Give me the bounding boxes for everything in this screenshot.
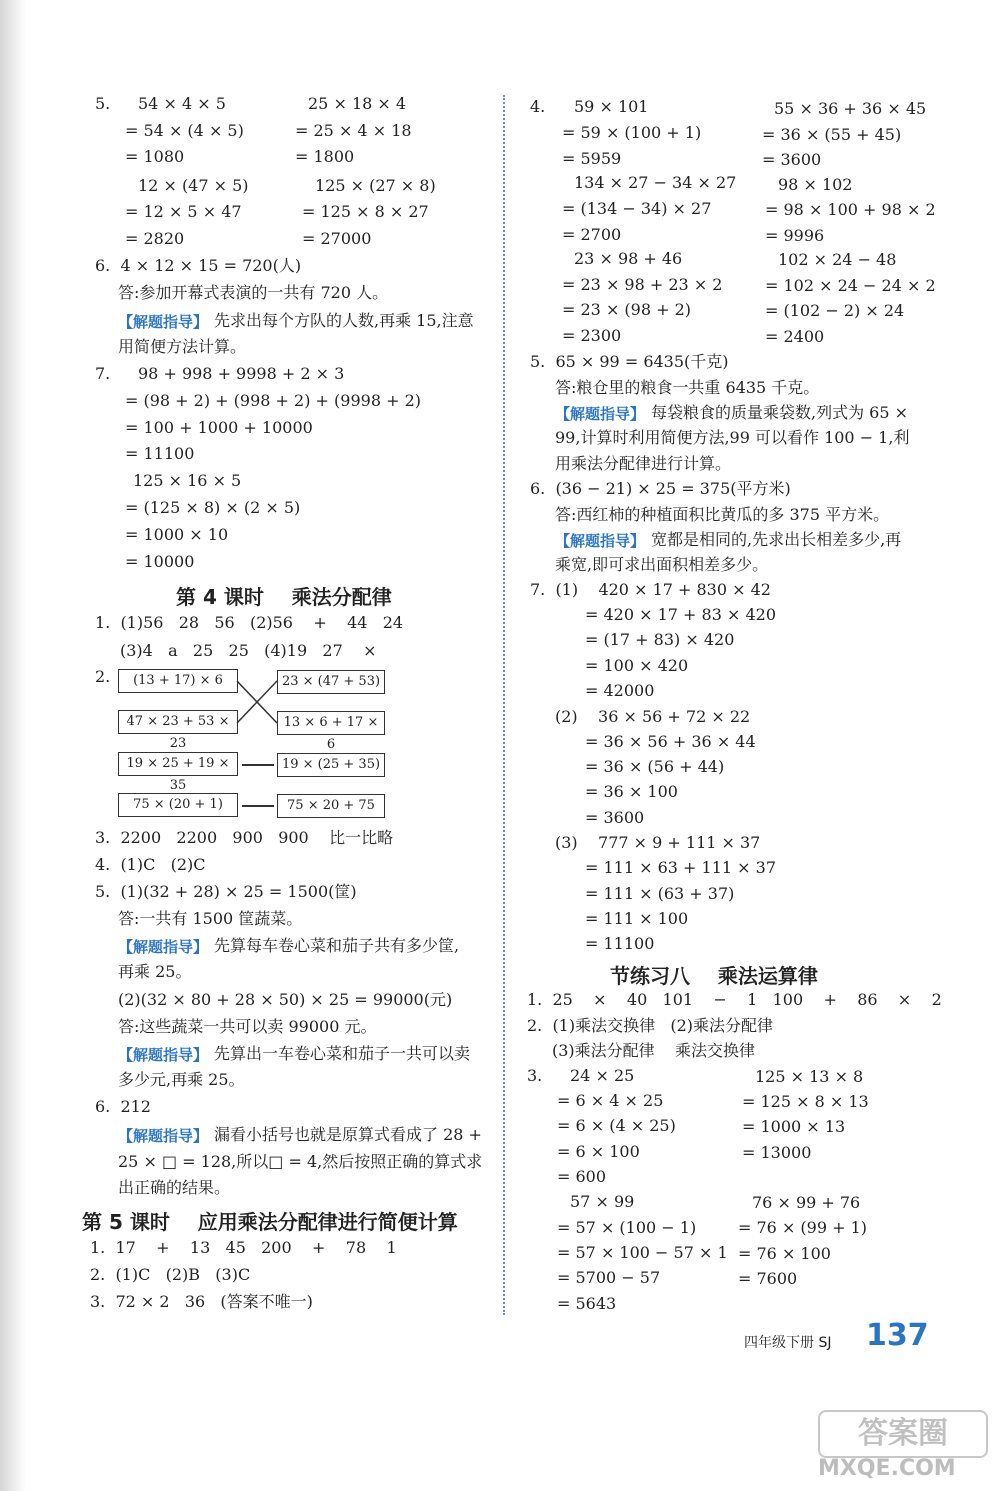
q7-step-b2: = 1000 × 10 — [125, 525, 229, 544]
r-q4-step-a1: = 59 × (100 + 1) — [562, 123, 702, 142]
solution-tip-tag: 【解题指导】 — [555, 532, 646, 550]
q5-step-d1: = 125 × 8 × 27 — [302, 202, 429, 221]
lesson4-q2-number: 2. — [95, 667, 111, 686]
q5-expr-a: 54 × 4 × 5 — [138, 94, 226, 113]
r-q6-tip-line2: 乘宽,即可求出面积相差多少。 — [555, 555, 769, 574]
q6-answer: 答:参加开幕式表演的一共有 720 人。 — [118, 283, 389, 302]
r-q4-step-a2: = 5959 — [562, 149, 622, 168]
r-q4-expr-c: 134 × 27 − 34 × 27 — [574, 173, 737, 192]
match-line-3 — [242, 764, 274, 766]
lesson4-q5-answer2: 答:这些蔬菜一共可以卖 99000 元。 — [118, 1017, 377, 1036]
r-q4-expr-b: 55 × 36 + 36 × 45 — [774, 99, 927, 118]
exercise8-q3-step-b1: = 125 × 8 × 13 — [742, 1092, 869, 1111]
lesson4-q5-tip2-line1: 先算出一车卷心菜和茄子一共可以卖 — [214, 1044, 471, 1063]
q6-tip-line2: 用简便方法计算。 — [118, 337, 247, 356]
lesson4-q5-part1: 5. (1)(32 + 28) × 25 = 1500(筐) — [95, 882, 357, 901]
q7-step-b1: = (125 × 8) × (2 × 5) — [125, 498, 301, 517]
q7-step-b3: = 10000 — [125, 552, 195, 571]
solution-tip-tag: 【解题指导】 — [118, 1046, 209, 1064]
r-q7-part1-step3: = 100 × 420 — [585, 656, 689, 675]
solution-tip-tag: 【解题指导】 — [118, 938, 209, 956]
watermark-logo: 答案圈 — [818, 1410, 988, 1458]
page-edge-shadow — [0, 0, 26, 1491]
q5-expr-b: 25 × 18 × 4 — [308, 94, 407, 113]
lesson4-q1-line2: (3)4 a 25 25 (4)19 27 × — [120, 641, 377, 660]
solution-tip-tag: 【解题指导】 — [118, 313, 209, 331]
exercise8-q1: 1. 25 × 40 101 − 1 100 + 86 × 2 — [527, 990, 942, 1009]
r-q7-part3-step2: = 111 × (63 + 37) — [585, 884, 735, 903]
r-q4-expr-f: 102 × 24 − 48 — [778, 250, 897, 269]
q5-expr-d: 125 × (27 × 8) — [315, 176, 436, 195]
q5-expr-c: 12 × (47 × 5) — [138, 176, 249, 195]
exercise8-q3-number: 3. — [527, 1066, 543, 1085]
lesson4-q5-answer1: 答:一共有 1500 筐蔬菜。 — [118, 909, 303, 928]
q5-step-b1: = 25 × 4 × 18 — [295, 121, 412, 140]
solution-tip-tag: 【解题指导】 — [555, 405, 646, 423]
q7-step-a2: = 100 + 1000 + 10000 — [125, 418, 313, 437]
page-number: 137 — [866, 1318, 929, 1353]
r-q4-step-e2: = 23 × (98 + 2) — [562, 300, 692, 319]
r-q4-step-f3: = 2400 — [765, 327, 825, 346]
r-q7-part2-expr: (2) 36 × 56 + 72 × 22 — [555, 707, 751, 726]
exercise8-q3-step-c4: = 5643 — [557, 1294, 617, 1313]
r-q5-tip-line1: 每袋粮食的质量乘袋数,列式为 65 × — [651, 403, 909, 422]
lesson4-q5-tip1-line2: 再乘 25。 — [118, 962, 192, 981]
exercise8-q3-step-c3: = 5700 − 57 — [557, 1268, 661, 1287]
lesson4-q6: 6. 212 — [95, 1097, 151, 1116]
exercise8-q3-step-d2: = 76 × 100 — [738, 1244, 831, 1263]
lesson4-q1-line1: 1. (1)56 28 56 (2)56 + 44 24 — [95, 613, 404, 632]
q5-step-a1: = 54 × (4 × 5) — [125, 121, 244, 140]
q5-step-d2: = 27000 — [302, 229, 372, 248]
exercise8-q3-expr-b: 125 × 13 × 8 — [755, 1067, 864, 1086]
r-q7-part1-step2: = (17 + 83) × 420 — [585, 630, 735, 649]
match-box-right-4: 75 × 20 + 75 — [277, 794, 385, 818]
lesson4-q5-tip1-line1: 先算每车卷心菜和茄子共有多少筐, — [214, 936, 460, 955]
lesson4-q3: 3. 2200 2200 900 900 比一比略 — [95, 828, 394, 847]
r-q7-part3-step3: = 111 × 100 — [585, 909, 689, 928]
q6-tip-line1: 先求出每个方队的人数,再乘 15,注意 — [214, 311, 474, 330]
lesson5-q1: 1. 17 + 13 45 200 + 78 1 — [90, 1238, 397, 1257]
exercise8-q3-step-a3: = 6 × 100 — [557, 1142, 640, 1161]
r-q7-part2-step1: = 36 × 56 + 36 × 44 — [585, 732, 756, 751]
match-box-right-1: 23 × (47 + 53) — [277, 670, 385, 694]
r-q4-step-c1: = (134 − 34) × 27 — [562, 199, 712, 218]
exercise8-q3-step-d3: = 7600 — [738, 1269, 798, 1288]
r-q5-equation: 5. 65 × 99 = 6435(千克) — [530, 352, 729, 371]
exercise8-q3-expr-a: 24 × 25 — [570, 1066, 635, 1085]
r-q7-part3-step4: = 11100 — [585, 934, 655, 953]
q7-step-a1: = (98 + 2) + (998 + 2) + (9998 + 2) — [125, 391, 421, 410]
r-q5-answer: 答:粮仓里的粮食一共重 6435 千克。 — [555, 378, 820, 397]
r-q4-step-c2: = 2700 — [562, 225, 622, 244]
watermark-url: MXQE.COM — [818, 1456, 956, 1481]
match-box-right-3: 19 × (25 + 35) — [277, 753, 385, 777]
match-box-right-2: 13 × 6 + 17 × 6 — [277, 711, 385, 735]
lesson5-q3: 3. 72 × 2 36 (答案不唯一) — [90, 1292, 313, 1311]
exercise8-heading: 节练习八 乘法运算律 — [610, 964, 818, 988]
exercise8-q3-step-d1: = 76 × (99 + 1) — [738, 1218, 868, 1237]
r-q7-part3-expr: (3) 777 × 9 + 111 × 37 — [555, 833, 761, 852]
match-box-left-2: 47 × 23 + 53 × 23 — [118, 710, 238, 734]
grade-label: 四年级下册 SJ — [744, 1335, 832, 1351]
q5-step-b2: = 1800 — [295, 147, 355, 166]
q5-step-c1: = 12 × 5 × 47 — [125, 202, 242, 221]
exercise8-q3-expr-c: 57 × 99 — [570, 1192, 635, 1211]
r-q4-step-b1: = 36 × (55 + 45) — [762, 125, 902, 144]
r-q5-tip-line2: 99,计算时利用简便方法,99 可以看作 100 − 1,利 — [555, 428, 910, 447]
r-q7-part3-step1: = 111 × 63 + 111 × 37 — [585, 858, 777, 877]
r-q6-tip-line1: 宽都是相同的,先求出长相差多少,再 — [651, 530, 902, 549]
r-q6-answer: 答:西红柿的种植面积比黄瓜的多 375 平方米。 — [555, 505, 890, 524]
r-q4-expr-a: 59 × 101 — [574, 97, 649, 116]
q5-step-a2: = 1080 — [125, 147, 185, 166]
column-divider — [503, 95, 505, 1315]
lesson4-q5-tip2-line2: 多少元,再乘 25。 — [118, 1070, 245, 1089]
exercise8-q3-step-b2: = 1000 × 13 — [742, 1117, 846, 1136]
q7-step-a3: = 11100 — [125, 444, 195, 463]
exercise8-q3-step-b3: = 13000 — [742, 1143, 812, 1162]
r-q7-part1-expr: 7. (1) 420 × 17 + 830 × 42 — [530, 580, 771, 599]
r-q4-step-d2: = 9996 — [765, 226, 825, 245]
q7-expr-b: 125 × 16 × 5 — [133, 471, 242, 490]
exercise8-q3-step-a1: = 6 × 4 × 25 — [557, 1091, 664, 1110]
q6-equation: 6. 4 × 12 × 15 = 720(人) — [95, 256, 302, 275]
q5-step-c2: = 2820 — [125, 229, 185, 248]
r-q4-step-b2: = 3600 — [762, 150, 822, 169]
lesson4-q6-tip-line3: 出正确的结果。 — [118, 1178, 231, 1197]
r-q4-step-d1: = 98 × 100 + 98 × 2 — [765, 200, 936, 219]
exercise8-q3-expr-d: 76 × 99 + 76 — [752, 1193, 861, 1212]
lesson4-heading: 第 4 课时 乘法分配律 — [176, 585, 392, 609]
exercise8-q3-step-a4: = 600 — [557, 1167, 607, 1186]
exercise8-q3-step-c1: = 57 × (100 − 1) — [557, 1218, 697, 1237]
r-q6-equation: 6. (36 − 21) × 25 = 375(平方米) — [530, 479, 791, 498]
r-q7-part1-step1: = 420 × 17 + 83 × 420 — [585, 605, 777, 624]
lesson4-q6-tip-line1: 漏看小括号也就是原算式看成了 28 + — [214, 1125, 482, 1144]
r-q7-part2-step2: = 36 × (56 + 44) — [585, 757, 725, 776]
lesson4-q4: 4. (1)C (2)C — [95, 855, 206, 874]
lesson5-heading: 第 5 课时 应用乘法分配律进行简便计算 — [82, 1210, 458, 1234]
r-q7-part1-step4: = 42000 — [585, 681, 655, 700]
solution-tip-tag: 【解题指导】 — [118, 1127, 209, 1145]
match-cross-lines — [236, 680, 278, 725]
exercise8-q3-step-a2: = 6 × (4 × 25) — [557, 1116, 676, 1135]
r-q5-tip-line3: 用乘法分配律进行计算。 — [555, 454, 732, 473]
r-q4-expr-e: 23 × 98 + 46 — [574, 249, 683, 268]
r-q7-part2-step3: = 36 × 100 — [585, 782, 678, 801]
r-q4-expr-d: 98 × 102 — [778, 175, 853, 194]
match-box-left-4: 75 × (20 + 1) — [118, 793, 238, 817]
r-q4-step-e1: = 23 × 98 + 23 × 2 — [562, 275, 723, 294]
exercise8-q2-line2: (3)乘法分配律 乘法交换律 — [552, 1041, 756, 1060]
q5-number: 5. — [95, 94, 111, 113]
lesson5-q2: 2. (1)C (2)B (3)C — [90, 1265, 251, 1284]
r-q4-step-f1: = 102 × 24 − 24 × 2 — [765, 276, 936, 295]
lesson4-q6-tip-line2: 25 × □ = 128,所以□ = 4,然后按照正确的算式求 — [118, 1152, 483, 1171]
exercise8-q2-line1: 2. (1)乘法交换律 (2)乘法分配律 — [527, 1016, 774, 1035]
r-q4-step-e3: = 2300 — [562, 326, 622, 345]
q7-number: 7. — [95, 364, 111, 383]
q7-expr-a: 98 + 998 + 9998 + 2 × 3 — [138, 364, 345, 383]
exercise8-q3-step-c2: = 57 × 100 − 57 × 1 — [557, 1243, 728, 1262]
r-q7-part2-step4: = 3600 — [585, 808, 645, 827]
r-q4-number: 4. — [530, 97, 546, 116]
match-box-left-3: 19 × 25 + 19 × 35 — [118, 752, 238, 776]
r-q4-step-f2: = (102 − 2) × 24 — [765, 301, 905, 320]
lesson4-q5-part2: (2)(32 × 80 + 28 × 50) × 25 = 99000(元) — [118, 990, 453, 1009]
match-line-4 — [242, 805, 274, 807]
match-box-left-1: (13 + 17) × 6 — [118, 669, 238, 693]
